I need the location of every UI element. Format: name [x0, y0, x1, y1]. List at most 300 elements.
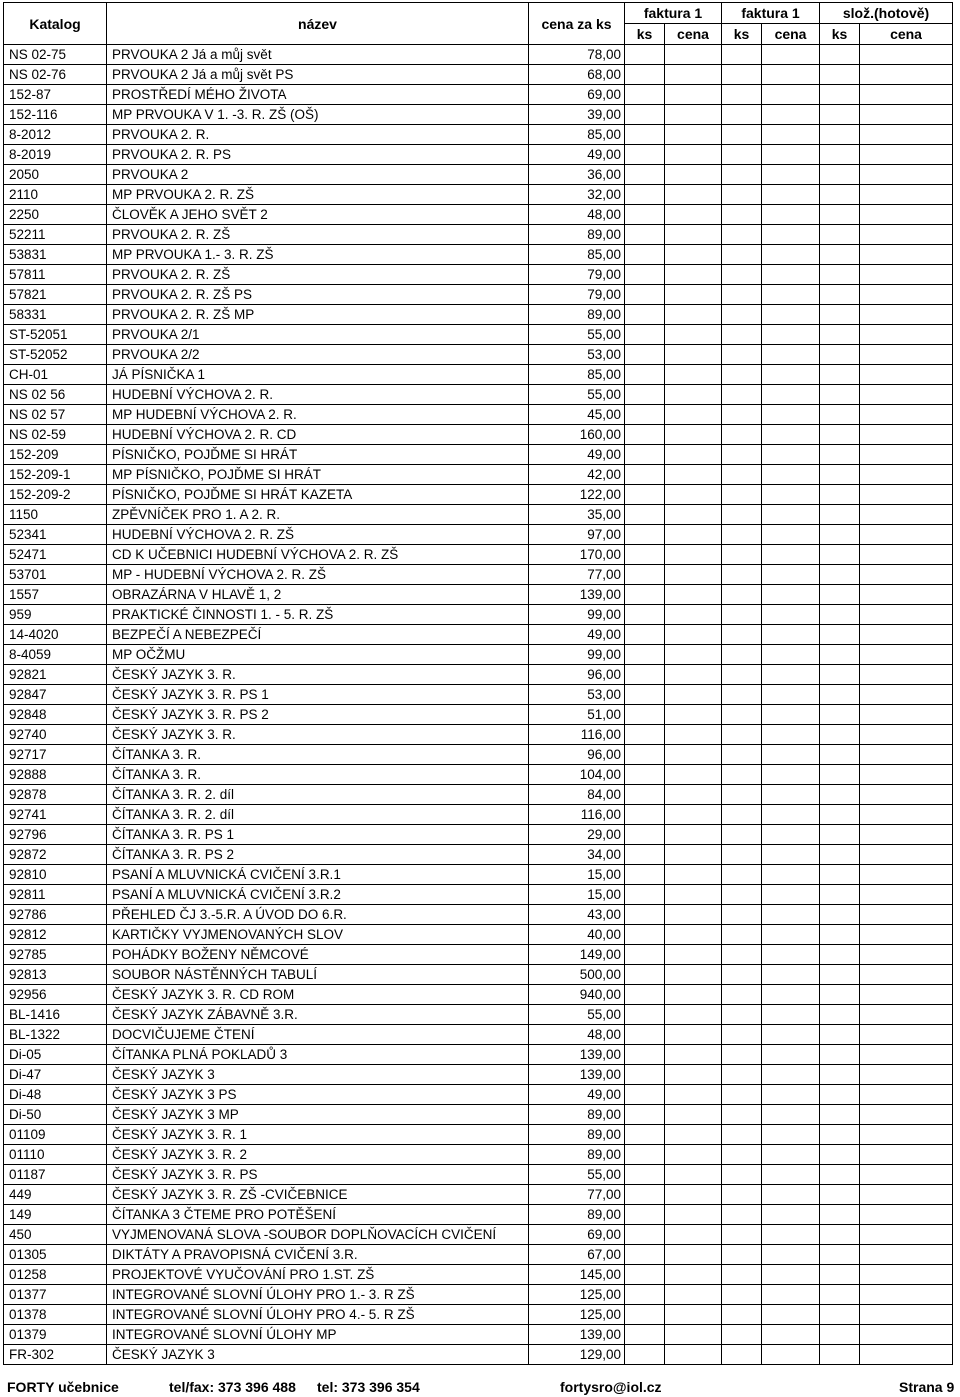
faktura-1b-cena-cell[interactable] [762, 825, 820, 845]
faktura-1a-ks-cell[interactable] [625, 945, 665, 965]
sloz-cena-cell[interactable] [860, 265, 953, 285]
faktura-1a-cena-cell[interactable] [665, 905, 722, 925]
sloz-cena-cell[interactable] [860, 1345, 953, 1365]
faktura-1a-cena-cell[interactable] [665, 945, 722, 965]
faktura-1b-cena-cell[interactable] [762, 745, 820, 765]
faktura-1b-ks-cell[interactable] [722, 985, 762, 1005]
faktura-1a-cena-cell[interactable] [665, 465, 722, 485]
sloz-cena-cell[interactable] [860, 965, 953, 985]
faktura-1b-ks-cell[interactable] [722, 1285, 762, 1305]
faktura-1b-cena-cell[interactable] [762, 445, 820, 465]
sloz-cena-cell[interactable] [860, 745, 953, 765]
faktura-1b-ks-cell[interactable] [722, 1045, 762, 1065]
sloz-cena-cell[interactable] [860, 285, 953, 305]
faktura-1a-cena-cell[interactable] [665, 625, 722, 645]
faktura-1b-cena-cell[interactable] [762, 85, 820, 105]
faktura-1a-cena-cell[interactable] [665, 565, 722, 585]
sloz-cena-cell[interactable] [860, 1025, 953, 1045]
faktura-1b-ks-cell[interactable] [722, 265, 762, 285]
faktura-1b-cena-cell[interactable] [762, 465, 820, 485]
sloz-cena-cell[interactable] [860, 525, 953, 545]
sloz-cena-cell[interactable] [860, 605, 953, 625]
sloz-cena-cell[interactable] [860, 705, 953, 725]
faktura-1a-cena-cell[interactable] [665, 125, 722, 145]
faktura-1a-cena-cell[interactable] [665, 1205, 722, 1225]
faktura-1a-ks-cell[interactable] [625, 845, 665, 865]
faktura-1b-ks-cell[interactable] [722, 885, 762, 905]
faktura-1b-ks-cell[interactable] [722, 1265, 762, 1285]
sloz-ks-cell[interactable] [820, 965, 860, 985]
faktura-1b-cena-cell[interactable] [762, 1005, 820, 1025]
sloz-ks-cell[interactable] [820, 1265, 860, 1285]
faktura-1a-cena-cell[interactable] [665, 105, 722, 125]
faktura-1b-ks-cell[interactable] [722, 825, 762, 845]
sloz-cena-cell[interactable] [860, 925, 953, 945]
sloz-ks-cell[interactable] [820, 885, 860, 905]
faktura-1a-cena-cell[interactable] [665, 805, 722, 825]
faktura-1b-cena-cell[interactable] [762, 785, 820, 805]
sloz-ks-cell[interactable] [820, 1285, 860, 1305]
sloz-ks-cell[interactable] [820, 225, 860, 245]
sloz-cena-cell[interactable] [860, 145, 953, 165]
sloz-cena-cell[interactable] [860, 385, 953, 405]
faktura-1b-ks-cell[interactable] [722, 85, 762, 105]
faktura-1a-ks-cell[interactable] [625, 405, 665, 425]
sloz-cena-cell[interactable] [860, 625, 953, 645]
faktura-1b-cena-cell[interactable] [762, 1105, 820, 1125]
sloz-cena-cell[interactable] [860, 845, 953, 865]
faktura-1b-ks-cell[interactable] [722, 1205, 762, 1225]
faktura-1b-cena-cell[interactable] [762, 1165, 820, 1185]
sloz-cena-cell[interactable] [860, 125, 953, 145]
faktura-1b-cena-cell[interactable] [762, 185, 820, 205]
sloz-cena-cell[interactable] [860, 345, 953, 365]
faktura-1a-cena-cell[interactable] [665, 1105, 722, 1125]
faktura-1b-cena-cell[interactable] [762, 1145, 820, 1165]
sloz-cena-cell[interactable] [860, 325, 953, 345]
sloz-cena-cell[interactable] [860, 1165, 953, 1185]
faktura-1b-cena-cell[interactable] [762, 245, 820, 265]
faktura-1a-ks-cell[interactable] [625, 65, 665, 85]
sloz-ks-cell[interactable] [820, 145, 860, 165]
faktura-1a-cena-cell[interactable] [665, 1125, 722, 1145]
faktura-1b-ks-cell[interactable] [722, 505, 762, 525]
sloz-ks-cell[interactable] [820, 45, 860, 65]
sloz-ks-cell[interactable] [820, 985, 860, 1005]
faktura-1b-ks-cell[interactable] [722, 385, 762, 405]
sloz-ks-cell[interactable] [820, 1245, 860, 1265]
faktura-1a-cena-cell[interactable] [665, 205, 722, 225]
faktura-1a-cena-cell[interactable] [665, 1345, 722, 1365]
sloz-ks-cell[interactable] [820, 1345, 860, 1365]
sloz-ks-cell[interactable] [820, 125, 860, 145]
sloz-ks-cell[interactable] [820, 1105, 860, 1125]
faktura-1a-ks-cell[interactable] [625, 1325, 665, 1345]
faktura-1a-cena-cell[interactable] [665, 925, 722, 945]
faktura-1a-cena-cell[interactable] [665, 1245, 722, 1265]
faktura-1b-cena-cell[interactable] [762, 205, 820, 225]
faktura-1b-ks-cell[interactable] [722, 785, 762, 805]
sloz-ks-cell[interactable] [820, 805, 860, 825]
faktura-1a-cena-cell[interactable] [665, 225, 722, 245]
faktura-1a-ks-cell[interactable] [625, 1005, 665, 1025]
sloz-cena-cell[interactable] [860, 645, 953, 665]
faktura-1a-ks-cell[interactable] [625, 105, 665, 125]
faktura-1b-ks-cell[interactable] [722, 325, 762, 345]
sloz-cena-cell[interactable] [860, 945, 953, 965]
faktura-1a-ks-cell[interactable] [625, 485, 665, 505]
faktura-1a-cena-cell[interactable] [665, 145, 722, 165]
faktura-1b-cena-cell[interactable] [762, 545, 820, 565]
sloz-ks-cell[interactable] [820, 1145, 860, 1165]
faktura-1a-cena-cell[interactable] [665, 345, 722, 365]
sloz-ks-cell[interactable] [820, 905, 860, 925]
faktura-1a-ks-cell[interactable] [625, 185, 665, 205]
sloz-ks-cell[interactable] [820, 1305, 860, 1325]
faktura-1b-ks-cell[interactable] [722, 145, 762, 165]
sloz-ks-cell[interactable] [820, 65, 860, 85]
faktura-1a-cena-cell[interactable] [665, 425, 722, 445]
sloz-cena-cell[interactable] [860, 1245, 953, 1265]
faktura-1b-cena-cell[interactable] [762, 925, 820, 945]
faktura-1a-ks-cell[interactable] [625, 285, 665, 305]
sloz-ks-cell[interactable] [820, 925, 860, 945]
faktura-1a-ks-cell[interactable] [625, 625, 665, 645]
sloz-cena-cell[interactable] [860, 85, 953, 105]
faktura-1a-cena-cell[interactable] [665, 865, 722, 885]
faktura-1a-ks-cell[interactable] [625, 1205, 665, 1225]
faktura-1b-cena-cell[interactable] [762, 1065, 820, 1085]
faktura-1b-ks-cell[interactable] [722, 1125, 762, 1145]
sloz-cena-cell[interactable] [860, 785, 953, 805]
sloz-ks-cell[interactable] [820, 645, 860, 665]
faktura-1a-ks-cell[interactable] [625, 225, 665, 245]
faktura-1b-ks-cell[interactable] [722, 445, 762, 465]
faktura-1b-cena-cell[interactable] [762, 385, 820, 405]
faktura-1b-cena-cell[interactable] [762, 525, 820, 545]
faktura-1b-cena-cell[interactable] [762, 1225, 820, 1245]
sloz-cena-cell[interactable] [860, 445, 953, 465]
sloz-ks-cell[interactable] [820, 425, 860, 445]
faktura-1a-ks-cell[interactable] [625, 1165, 665, 1185]
faktura-1a-ks-cell[interactable] [625, 1145, 665, 1165]
sloz-cena-cell[interactable] [860, 1005, 953, 1025]
faktura-1b-ks-cell[interactable] [722, 1005, 762, 1025]
faktura-1b-ks-cell[interactable] [722, 1065, 762, 1085]
faktura-1a-cena-cell[interactable] [665, 185, 722, 205]
faktura-1b-cena-cell[interactable] [762, 405, 820, 425]
sloz-ks-cell[interactable] [820, 405, 860, 425]
faktura-1a-cena-cell[interactable] [665, 1145, 722, 1165]
faktura-1b-cena-cell[interactable] [762, 945, 820, 965]
faktura-1b-cena-cell[interactable] [762, 1085, 820, 1105]
faktura-1a-ks-cell[interactable] [625, 745, 665, 765]
faktura-1a-ks-cell[interactable] [625, 765, 665, 785]
faktura-1b-ks-cell[interactable] [722, 1325, 762, 1345]
faktura-1a-ks-cell[interactable] [625, 685, 665, 705]
sloz-cena-cell[interactable] [860, 1085, 953, 1105]
faktura-1a-cena-cell[interactable] [665, 845, 722, 865]
sloz-cena-cell[interactable] [860, 1105, 953, 1125]
sloz-cena-cell[interactable] [860, 1225, 953, 1245]
faktura-1a-cena-cell[interactable] [665, 365, 722, 385]
sloz-ks-cell[interactable] [820, 565, 860, 585]
faktura-1b-cena-cell[interactable] [762, 1205, 820, 1225]
faktura-1b-cena-cell[interactable] [762, 1285, 820, 1305]
faktura-1a-ks-cell[interactable] [625, 145, 665, 165]
faktura-1a-ks-cell[interactable] [625, 525, 665, 545]
faktura-1b-cena-cell[interactable] [762, 1245, 820, 1265]
faktura-1b-cena-cell[interactable] [762, 65, 820, 85]
faktura-1a-ks-cell[interactable] [625, 1105, 665, 1125]
faktura-1b-cena-cell[interactable] [762, 345, 820, 365]
faktura-1b-ks-cell[interactable] [722, 945, 762, 965]
faktura-1a-ks-cell[interactable] [625, 1245, 665, 1265]
faktura-1a-ks-cell[interactable] [625, 905, 665, 925]
sloz-cena-cell[interactable] [860, 245, 953, 265]
faktura-1b-ks-cell[interactable] [722, 1305, 762, 1325]
sloz-cena-cell[interactable] [860, 1205, 953, 1225]
sloz-ks-cell[interactable] [820, 865, 860, 885]
faktura-1a-ks-cell[interactable] [625, 965, 665, 985]
faktura-1a-cena-cell[interactable] [665, 285, 722, 305]
faktura-1b-cena-cell[interactable] [762, 985, 820, 1005]
faktura-1b-cena-cell[interactable] [762, 1305, 820, 1325]
faktura-1a-cena-cell[interactable] [665, 405, 722, 425]
faktura-1b-ks-cell[interactable] [722, 225, 762, 245]
sloz-cena-cell[interactable] [860, 305, 953, 325]
sloz-cena-cell[interactable] [860, 985, 953, 1005]
sloz-ks-cell[interactable] [820, 745, 860, 765]
faktura-1b-ks-cell[interactable] [722, 645, 762, 665]
faktura-1a-ks-cell[interactable] [625, 1085, 665, 1105]
faktura-1a-cena-cell[interactable] [665, 65, 722, 85]
faktura-1a-ks-cell[interactable] [625, 1185, 665, 1205]
faktura-1b-ks-cell[interactable] [722, 1145, 762, 1165]
faktura-1a-cena-cell[interactable] [665, 45, 722, 65]
faktura-1b-ks-cell[interactable] [722, 285, 762, 305]
faktura-1a-cena-cell[interactable] [665, 1025, 722, 1045]
sloz-cena-cell[interactable] [860, 1145, 953, 1165]
faktura-1b-cena-cell[interactable] [762, 145, 820, 165]
faktura-1b-ks-cell[interactable] [722, 345, 762, 365]
faktura-1a-cena-cell[interactable] [665, 165, 722, 185]
sloz-cena-cell[interactable] [860, 585, 953, 605]
sloz-ks-cell[interactable] [820, 825, 860, 845]
faktura-1a-cena-cell[interactable] [665, 1325, 722, 1345]
sloz-cena-cell[interactable] [860, 805, 953, 825]
faktura-1a-cena-cell[interactable] [665, 965, 722, 985]
faktura-1a-ks-cell[interactable] [625, 605, 665, 625]
faktura-1a-cena-cell[interactable] [665, 525, 722, 545]
sloz-ks-cell[interactable] [820, 1185, 860, 1205]
faktura-1b-cena-cell[interactable] [762, 685, 820, 705]
sloz-cena-cell[interactable] [860, 765, 953, 785]
faktura-1b-ks-cell[interactable] [722, 105, 762, 125]
faktura-1b-cena-cell[interactable] [762, 865, 820, 885]
faktura-1b-ks-cell[interactable] [722, 165, 762, 185]
faktura-1b-ks-cell[interactable] [722, 125, 762, 145]
sloz-ks-cell[interactable] [820, 1325, 860, 1345]
faktura-1b-cena-cell[interactable] [762, 585, 820, 605]
faktura-1a-ks-cell[interactable] [625, 1125, 665, 1145]
faktura-1b-ks-cell[interactable] [722, 45, 762, 65]
faktura-1a-cena-cell[interactable] [665, 305, 722, 325]
faktura-1a-ks-cell[interactable] [625, 165, 665, 185]
faktura-1a-ks-cell[interactable] [625, 1305, 665, 1325]
faktura-1b-ks-cell[interactable] [722, 365, 762, 385]
faktura-1b-cena-cell[interactable] [762, 1045, 820, 1065]
faktura-1a-cena-cell[interactable] [665, 1185, 722, 1205]
faktura-1a-ks-cell[interactable] [625, 505, 665, 525]
sloz-cena-cell[interactable] [860, 825, 953, 845]
sloz-cena-cell[interactable] [860, 45, 953, 65]
sloz-cena-cell[interactable] [860, 685, 953, 705]
faktura-1a-ks-cell[interactable] [625, 125, 665, 145]
faktura-1a-ks-cell[interactable] [625, 805, 665, 825]
sloz-cena-cell[interactable] [860, 65, 953, 85]
sloz-ks-cell[interactable] [820, 465, 860, 485]
faktura-1a-ks-cell[interactable] [625, 705, 665, 725]
sloz-ks-cell[interactable] [820, 545, 860, 565]
faktura-1b-ks-cell[interactable] [722, 65, 762, 85]
sloz-ks-cell[interactable] [820, 1125, 860, 1145]
sloz-cena-cell[interactable] [860, 1125, 953, 1145]
faktura-1b-ks-cell[interactable] [722, 605, 762, 625]
faktura-1b-cena-cell[interactable] [762, 1185, 820, 1205]
faktura-1a-ks-cell[interactable] [625, 1225, 665, 1245]
faktura-1b-cena-cell[interactable] [762, 265, 820, 285]
faktura-1a-ks-cell[interactable] [625, 785, 665, 805]
faktura-1a-ks-cell[interactable] [625, 565, 665, 585]
faktura-1b-ks-cell[interactable] [722, 1025, 762, 1045]
sloz-cena-cell[interactable] [860, 565, 953, 585]
faktura-1a-cena-cell[interactable] [665, 685, 722, 705]
faktura-1a-cena-cell[interactable] [665, 825, 722, 845]
faktura-1a-ks-cell[interactable] [625, 925, 665, 945]
faktura-1a-ks-cell[interactable] [625, 885, 665, 905]
faktura-1b-cena-cell[interactable] [762, 965, 820, 985]
faktura-1b-ks-cell[interactable] [722, 865, 762, 885]
sloz-cena-cell[interactable] [860, 865, 953, 885]
sloz-cena-cell[interactable] [860, 485, 953, 505]
sloz-ks-cell[interactable] [820, 685, 860, 705]
faktura-1b-ks-cell[interactable] [722, 765, 762, 785]
sloz-cena-cell[interactable] [860, 165, 953, 185]
sloz-cena-cell[interactable] [860, 1265, 953, 1285]
faktura-1b-ks-cell[interactable] [722, 805, 762, 825]
sloz-ks-cell[interactable] [820, 1225, 860, 1245]
faktura-1a-ks-cell[interactable] [625, 325, 665, 345]
faktura-1b-ks-cell[interactable] [722, 905, 762, 925]
faktura-1a-cena-cell[interactable] [665, 985, 722, 1005]
sloz-cena-cell[interactable] [860, 1045, 953, 1065]
faktura-1a-cena-cell[interactable] [665, 785, 722, 805]
faktura-1a-cena-cell[interactable] [665, 85, 722, 105]
sloz-ks-cell[interactable] [820, 305, 860, 325]
sloz-ks-cell[interactable] [820, 285, 860, 305]
faktura-1a-ks-cell[interactable] [625, 545, 665, 565]
faktura-1b-cena-cell[interactable] [762, 225, 820, 245]
faktura-1a-ks-cell[interactable] [625, 385, 665, 405]
sloz-ks-cell[interactable] [820, 945, 860, 965]
faktura-1b-cena-cell[interactable] [762, 905, 820, 925]
faktura-1a-ks-cell[interactable] [625, 1345, 665, 1365]
sloz-cena-cell[interactable] [860, 885, 953, 905]
faktura-1b-cena-cell[interactable] [762, 105, 820, 125]
sloz-ks-cell[interactable] [820, 485, 860, 505]
faktura-1a-ks-cell[interactable] [625, 45, 665, 65]
sloz-ks-cell[interactable] [820, 165, 860, 185]
faktura-1a-cena-cell[interactable] [665, 665, 722, 685]
faktura-1b-ks-cell[interactable] [722, 685, 762, 705]
faktura-1a-ks-cell[interactable] [625, 85, 665, 105]
faktura-1a-ks-cell[interactable] [625, 1025, 665, 1045]
faktura-1a-ks-cell[interactable] [625, 465, 665, 485]
faktura-1a-cena-cell[interactable] [665, 645, 722, 665]
faktura-1b-ks-cell[interactable] [722, 405, 762, 425]
faktura-1b-cena-cell[interactable] [762, 165, 820, 185]
faktura-1b-cena-cell[interactable] [762, 365, 820, 385]
sloz-cena-cell[interactable] [860, 425, 953, 445]
faktura-1a-cena-cell[interactable] [665, 725, 722, 745]
faktura-1a-ks-cell[interactable] [625, 645, 665, 665]
sloz-cena-cell[interactable] [860, 1285, 953, 1305]
sloz-cena-cell[interactable] [860, 725, 953, 745]
faktura-1b-ks-cell[interactable] [722, 465, 762, 485]
faktura-1b-ks-cell[interactable] [722, 745, 762, 765]
sloz-cena-cell[interactable] [860, 205, 953, 225]
faktura-1b-cena-cell[interactable] [762, 325, 820, 345]
faktura-1a-ks-cell[interactable] [625, 1285, 665, 1305]
faktura-1b-ks-cell[interactable] [722, 1345, 762, 1365]
faktura-1a-ks-cell[interactable] [625, 1265, 665, 1285]
sloz-cena-cell[interactable] [860, 405, 953, 425]
faktura-1a-cena-cell[interactable] [665, 765, 722, 785]
faktura-1a-cena-cell[interactable] [665, 1005, 722, 1025]
faktura-1a-ks-cell[interactable] [625, 985, 665, 1005]
faktura-1b-ks-cell[interactable] [722, 305, 762, 325]
faktura-1a-cena-cell[interactable] [665, 1065, 722, 1085]
faktura-1a-cena-cell[interactable] [665, 1305, 722, 1325]
faktura-1b-ks-cell[interactable] [722, 705, 762, 725]
faktura-1b-cena-cell[interactable] [762, 505, 820, 525]
faktura-1b-ks-cell[interactable] [722, 525, 762, 545]
faktura-1a-ks-cell[interactable] [625, 205, 665, 225]
faktura-1b-cena-cell[interactable] [762, 765, 820, 785]
faktura-1b-ks-cell[interactable] [722, 1165, 762, 1185]
faktura-1a-ks-cell[interactable] [625, 665, 665, 685]
faktura-1b-cena-cell[interactable] [762, 1125, 820, 1145]
sloz-ks-cell[interactable] [820, 525, 860, 545]
faktura-1a-ks-cell[interactable] [625, 365, 665, 385]
sloz-cena-cell[interactable] [860, 1065, 953, 1085]
faktura-1a-ks-cell[interactable] [625, 425, 665, 445]
sloz-ks-cell[interactable] [820, 725, 860, 745]
sloz-cena-cell[interactable] [860, 225, 953, 245]
sloz-cena-cell[interactable] [860, 365, 953, 385]
faktura-1b-cena-cell[interactable] [762, 285, 820, 305]
faktura-1a-ks-cell[interactable] [625, 445, 665, 465]
faktura-1b-cena-cell[interactable] [762, 665, 820, 685]
sloz-ks-cell[interactable] [820, 1025, 860, 1045]
faktura-1b-ks-cell[interactable] [722, 1105, 762, 1125]
sloz-ks-cell[interactable] [820, 205, 860, 225]
faktura-1b-cena-cell[interactable] [762, 885, 820, 905]
sloz-ks-cell[interactable] [820, 505, 860, 525]
faktura-1a-ks-cell[interactable] [625, 1065, 665, 1085]
faktura-1a-cena-cell[interactable] [665, 325, 722, 345]
